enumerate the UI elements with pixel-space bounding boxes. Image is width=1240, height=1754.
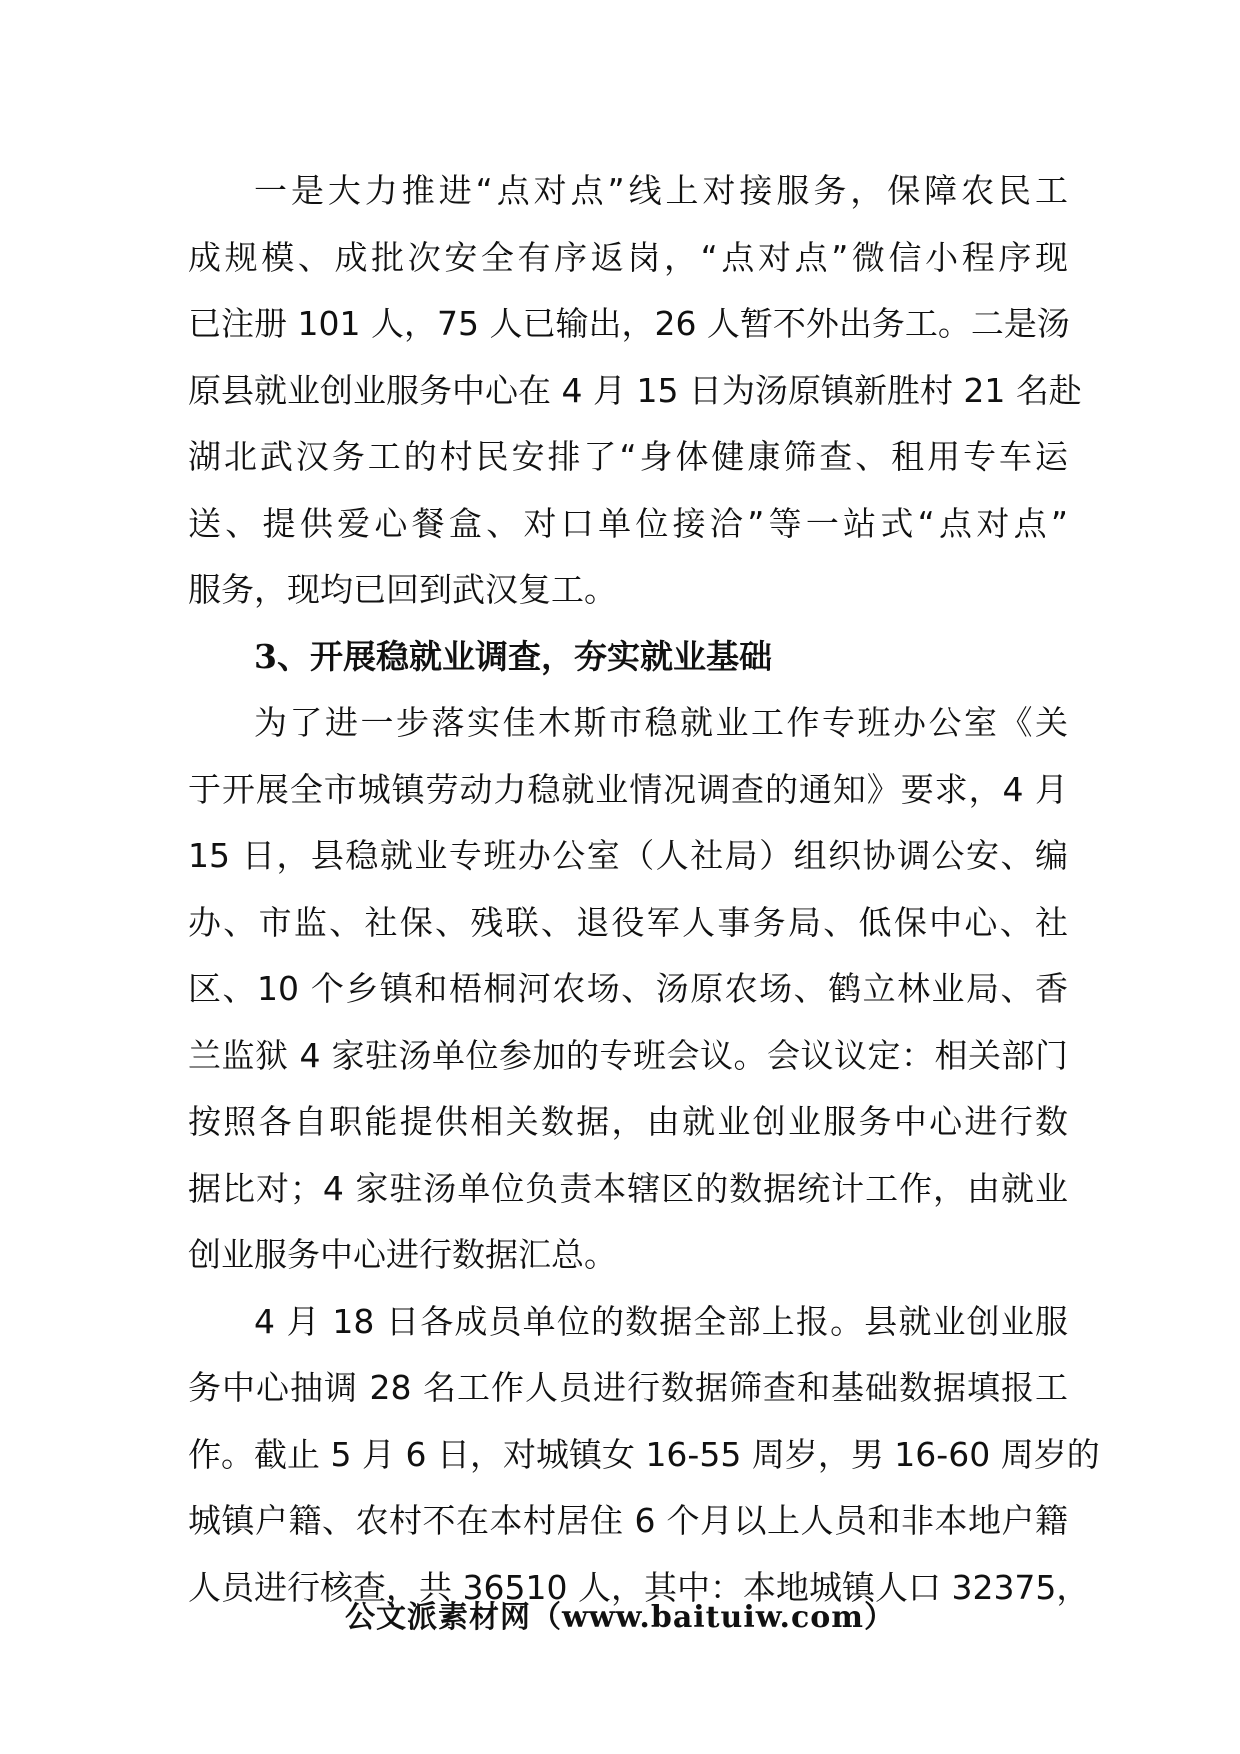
paragraph-line: 办、市监、社保、残联、退役军人事务局、低保中心、社 [188,902,1068,942]
paragraph-line: 按照各自职能提供相关数据，由就业创业服务中心进行数 [188,1102,1068,1141]
document-body [188,158,1100,1621]
paragraph-line: 创业服务中心进行数据汇总。 [188,1235,617,1274]
paragraph-line: 送、提供爱心餐盒、对口单位接洽”等一站式“点对点” [188,503,1068,543]
section-heading: 3、开展稳就业调查，夯实就业基础 [254,636,772,676]
footer-watermark: 公文派素材网（www.baituiw.com） [344,1600,896,1635]
paragraph-line: 人员进行核查，共 36510 人，其中：本地城镇人口 32375， [188,1567,1090,1607]
paragraph-line: 区、10 个乡镇和梧桐河农场、汤原农场、鹤立林业局、香 [188,969,1068,1008]
paragraph-line: 务中心抽调 28 名工作人员进行数据筛查和基础数据填报工 [188,1368,1068,1407]
paragraph-line: 为了进一步落实佳木斯市稳就业工作专班办公室《关 [254,703,1068,742]
paragraph-line: 已注册 101 人，75 人已输出，26 人暂不外出务工。二是汤 [188,304,1070,343]
paragraph-line: 4 月 18 日各成员单位的数据全部上报。县就业创业服 [254,1301,1068,1341]
paragraph-line: 兰监狱 4 家驻汤单位参加的专班会议。会议议定：相关部门 [188,1035,1068,1075]
paragraph-line: 据比对；4 家驻汤单位负责本辖区的数据统计工作，由就业 [188,1168,1068,1208]
paragraph-line: 服务，现均已回到武汉复工。 [188,570,617,609]
paragraph-line: 湖北武汉务工的村民安排了“身体健康筛查、租用专车运 [188,437,1068,476]
paragraph-line: 一是大力推进“点对点”线上对接服务，保障农民工 [254,171,1068,210]
paragraph-line: 城镇户籍、农村不在本村居住 6 个月以上人员和非本地户籍 [188,1501,1068,1540]
paragraph-line: 作。截止 5 月 6 日，对城镇女 16-55 周岁，男 16-60 周岁的 [188,1434,1100,1474]
paragraph-line: 于开展全市城镇劳动力稳就业情况调查的通知》要求，4 月 [188,769,1068,809]
paragraph-line: 成规模、成批次安全有序返岗，“点对点”微信小程序现 [188,237,1068,277]
paragraph-line: 原县就业创业服务中心在 4 月 15 日为汤原镇新胜村 21 名赴 [188,370,1082,410]
paragraph-line: 15 日，县稳就业专班办公室（人社局）组织协调公安、编 [188,836,1068,875]
